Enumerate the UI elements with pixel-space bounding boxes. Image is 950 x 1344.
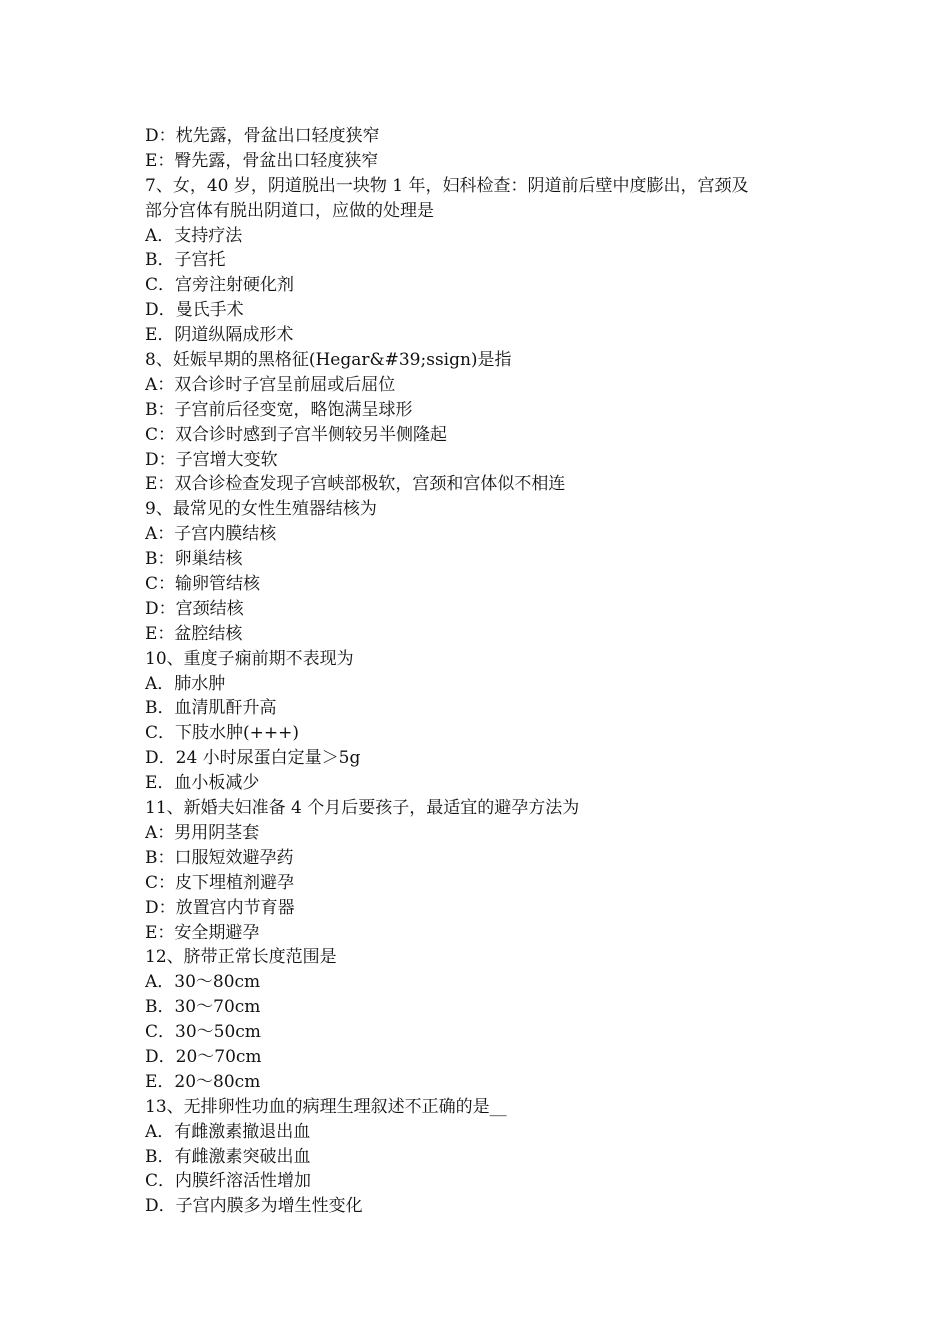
text-line: E．20～80cm <box>145 1071 261 1092</box>
text-line: D：宫颈结核 <box>145 598 244 619</box>
text-line: B．血清肌酐升高 <box>145 698 277 719</box>
text-line: D：枕先露，骨盆出口轻度狭窄 <box>145 126 380 146</box>
text-line: B：口服短效避孕药 <box>145 847 294 868</box>
text-line: 12、脐带正常长度范围是 <box>145 947 337 968</box>
text-line: D．20～70cm <box>145 1046 262 1067</box>
text-line: 11、新婚夫妇准备 4 个月后要孩子，最适宜的避孕方法为 <box>145 798 580 819</box>
text-line: 8、妊娠早期的黑格征(Hegar&#39;ssign)是指 <box>145 350 512 371</box>
text-line: E：安全期避孕 <box>145 922 260 943</box>
text-line: 10、重度子痫前期不表现为 <box>145 648 354 669</box>
text-line: C．30～50cm <box>145 1022 261 1043</box>
text-line: C：皮下埋植剂避孕 <box>145 872 295 893</box>
text-line: B．有雌激素突破出血 <box>145 1146 311 1167</box>
text-line: D：子宫增大变软 <box>145 449 278 470</box>
text-line: C．内膜纤溶活性增加 <box>145 1171 312 1192</box>
text-line: B．30～70cm <box>145 997 261 1018</box>
text-line: E．血小板减少 <box>145 773 260 794</box>
text-line: E：臀先露，骨盆出口轻度狭窄 <box>145 150 379 171</box>
text-line: D．子宫内膜多为增生性变化 <box>145 1196 363 1217</box>
text-line: C．下肢水肿(+++) <box>145 723 300 744</box>
text-line: E．阴道纵隔成形术 <box>145 325 294 346</box>
text-line: C．宫旁注射硬化剂 <box>145 275 295 296</box>
text-line: 9、最常见的女性生殖器结核为 <box>145 499 377 520</box>
text-line: D：放置宫内节育器 <box>145 897 295 918</box>
text-line: C：输卵管结核 <box>145 574 261 595</box>
text-line: B．子宫托 <box>145 250 226 271</box>
text-line: 7、女，40 岁，阴道脱出一块物 1 年，妇科检查：阴道前后壁中度膨出，宫颈及 <box>145 175 749 196</box>
text-line: A．有雌激素撤退出血 <box>145 1121 311 1142</box>
text-line: A：子宫内膜结核 <box>145 524 277 545</box>
text-line: A．肺水肿 <box>145 673 226 694</box>
text-line: A：双合诊时子宫呈前屈或后屈位 <box>145 374 396 395</box>
document-body <box>145 124 815 1219</box>
text-line: B：卵巢结核 <box>145 549 243 570</box>
text-line: C：双合诊时感到子宫半侧较另半侧隆起 <box>145 424 448 445</box>
text-line: A．支持疗法 <box>145 225 243 246</box>
text-line: 部分宫体有脱出阴道口，应做的处理是 <box>145 200 434 221</box>
text-line: B：子宫前后径变宽，略饱满呈球形 <box>145 399 413 420</box>
text-line: E：盆腔结核 <box>145 623 243 644</box>
text-line: E：双合诊检查发现子宫峡部极软，宫颈和宫体似不相连 <box>145 474 566 495</box>
text-line: D．24 小时尿蛋白定量＞5g <box>145 748 361 769</box>
text-line: 13、无排卵性功血的病理生理叙述不正确的是__ <box>145 1096 507 1117</box>
text-line: A：男用阴茎套 <box>145 822 260 843</box>
text-line: A．30～80cm <box>145 972 261 993</box>
text-line: D．曼氏手术 <box>145 300 244 321</box>
